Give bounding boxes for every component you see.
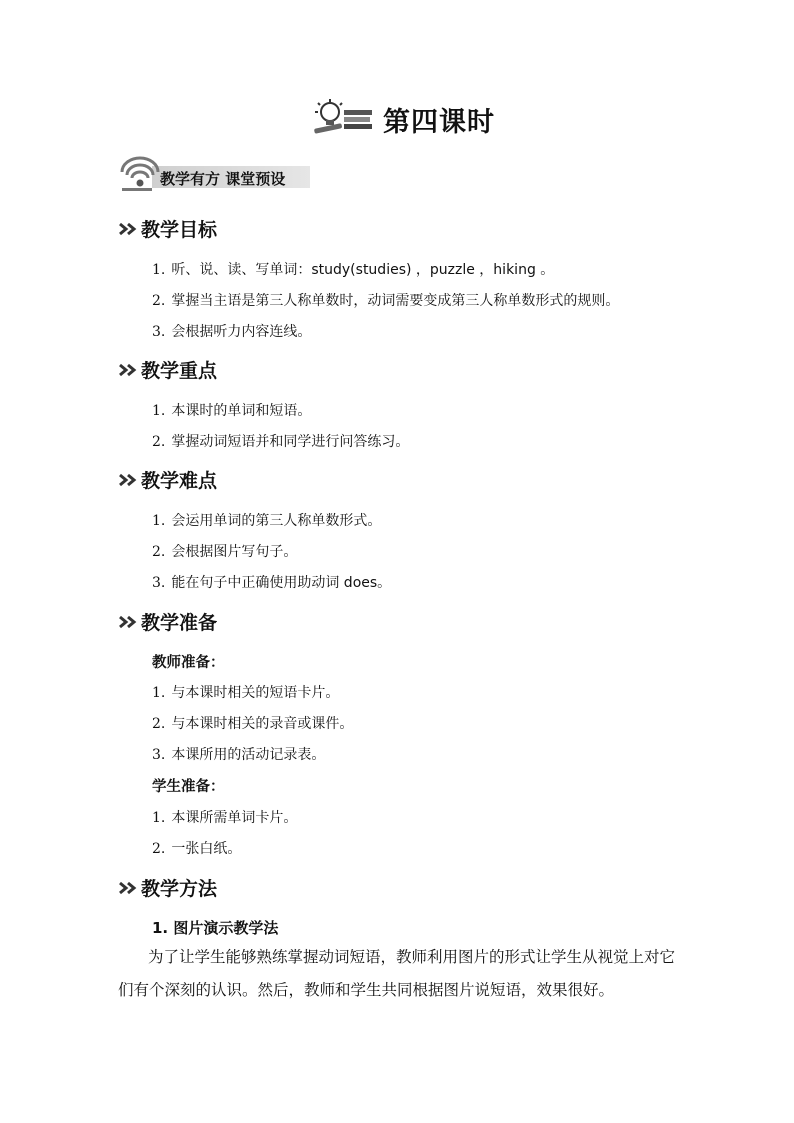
item-text: 本课所用的活动记录表。 bbox=[171, 747, 326, 763]
item-text: 会根据听力内容连线。 bbox=[171, 324, 312, 340]
item-number: 1. bbox=[152, 403, 166, 419]
section-heading-text: 教学重点 bbox=[141, 360, 218, 382]
section-heading-preparation bbox=[118, 608, 217, 635]
signal-waves-icon bbox=[118, 156, 162, 192]
lightbulb-books-icon bbox=[310, 98, 374, 134]
section-heading-text: 教学方法 bbox=[141, 878, 218, 900]
item-text: 一张白纸。 bbox=[171, 841, 242, 857]
list-item bbox=[152, 400, 311, 420]
list-item bbox=[152, 510, 381, 530]
section-heading-text: 教学难点 bbox=[141, 470, 218, 492]
page-title: 第四课时 bbox=[383, 107, 495, 138]
double-chevron-icon bbox=[118, 473, 138, 487]
item-text: 本课时的单词和短语。 bbox=[171, 403, 312, 419]
item-text: 听、说、读、写单词：study(studies) ，puzzle ，hiking 。 bbox=[171, 262, 555, 278]
section-heading-text: 教学准备 bbox=[141, 612, 218, 634]
item-text: 会运用单词的第三人称单数形式。 bbox=[171, 513, 382, 529]
list-item bbox=[152, 259, 554, 279]
item-number: 3. bbox=[152, 324, 166, 340]
section-heading-methods bbox=[118, 874, 217, 901]
student-prep-label: 学生准备： bbox=[152, 779, 225, 795]
section-heading-key-points bbox=[118, 356, 217, 383]
item-number: 2. bbox=[152, 841, 166, 857]
item-number: 1. bbox=[152, 810, 166, 826]
item-text: 会根据图片写句子。 bbox=[171, 544, 298, 560]
section-heading-goals bbox=[118, 215, 217, 242]
item-number: 1. bbox=[152, 262, 166, 278]
item-text: 掌握当主语是第三人称单数时，动词需要变成第三人称单数形式的规则。 bbox=[171, 293, 620, 309]
item-number: 3. bbox=[152, 575, 166, 591]
list-item bbox=[152, 572, 391, 592]
title-area bbox=[0, 98, 794, 142]
item-number: 2. bbox=[152, 544, 166, 560]
item-text: 本课所需单词卡片。 bbox=[171, 810, 298, 826]
double-chevron-icon bbox=[118, 363, 138, 377]
method-paragraph: 为了让学生能够熟练掌握动词短语，教师利用图片的形式让学生从视觉上对它们有个深刻的认识。然后，教师和学生共同根据图片说短语，效果很好。 bbox=[118, 948, 676, 999]
list-item bbox=[152, 744, 325, 764]
list-item bbox=[152, 682, 339, 702]
teacher-prep-label: 教师准备： bbox=[152, 655, 225, 671]
list-item bbox=[152, 807, 297, 827]
item-number: 3. bbox=[152, 747, 166, 763]
list-item bbox=[152, 290, 619, 310]
double-chevron-icon bbox=[118, 615, 138, 629]
list-item bbox=[152, 541, 297, 561]
section-heading-text: 教学目标 bbox=[141, 219, 218, 241]
item-text: 掌握动词短语并和同学进行问答练习。 bbox=[171, 434, 410, 450]
item-text: 与本课时相关的录音或课件。 bbox=[171, 716, 354, 732]
section-heading-difficulties bbox=[118, 466, 217, 493]
item-number: 1. bbox=[152, 685, 166, 701]
item-text: 与本课时相关的短语卡片。 bbox=[171, 685, 340, 701]
section-banner bbox=[118, 156, 310, 192]
list-item bbox=[152, 321, 311, 341]
banner-text: 教学有方 课堂预设 bbox=[160, 170, 286, 188]
method-title: 1. 图片演示教学法 bbox=[152, 919, 279, 937]
item-text: 能在句子中正确使用助动词 does。 bbox=[171, 575, 392, 591]
item-number: 2. bbox=[152, 434, 166, 450]
double-chevron-icon bbox=[118, 881, 138, 895]
list-item bbox=[152, 431, 409, 451]
item-number: 2. bbox=[152, 716, 166, 732]
list-item bbox=[152, 713, 353, 733]
item-number: 2. bbox=[152, 293, 166, 309]
item-number: 1. bbox=[152, 513, 166, 529]
list-item bbox=[152, 838, 241, 858]
double-chevron-icon bbox=[118, 222, 138, 236]
